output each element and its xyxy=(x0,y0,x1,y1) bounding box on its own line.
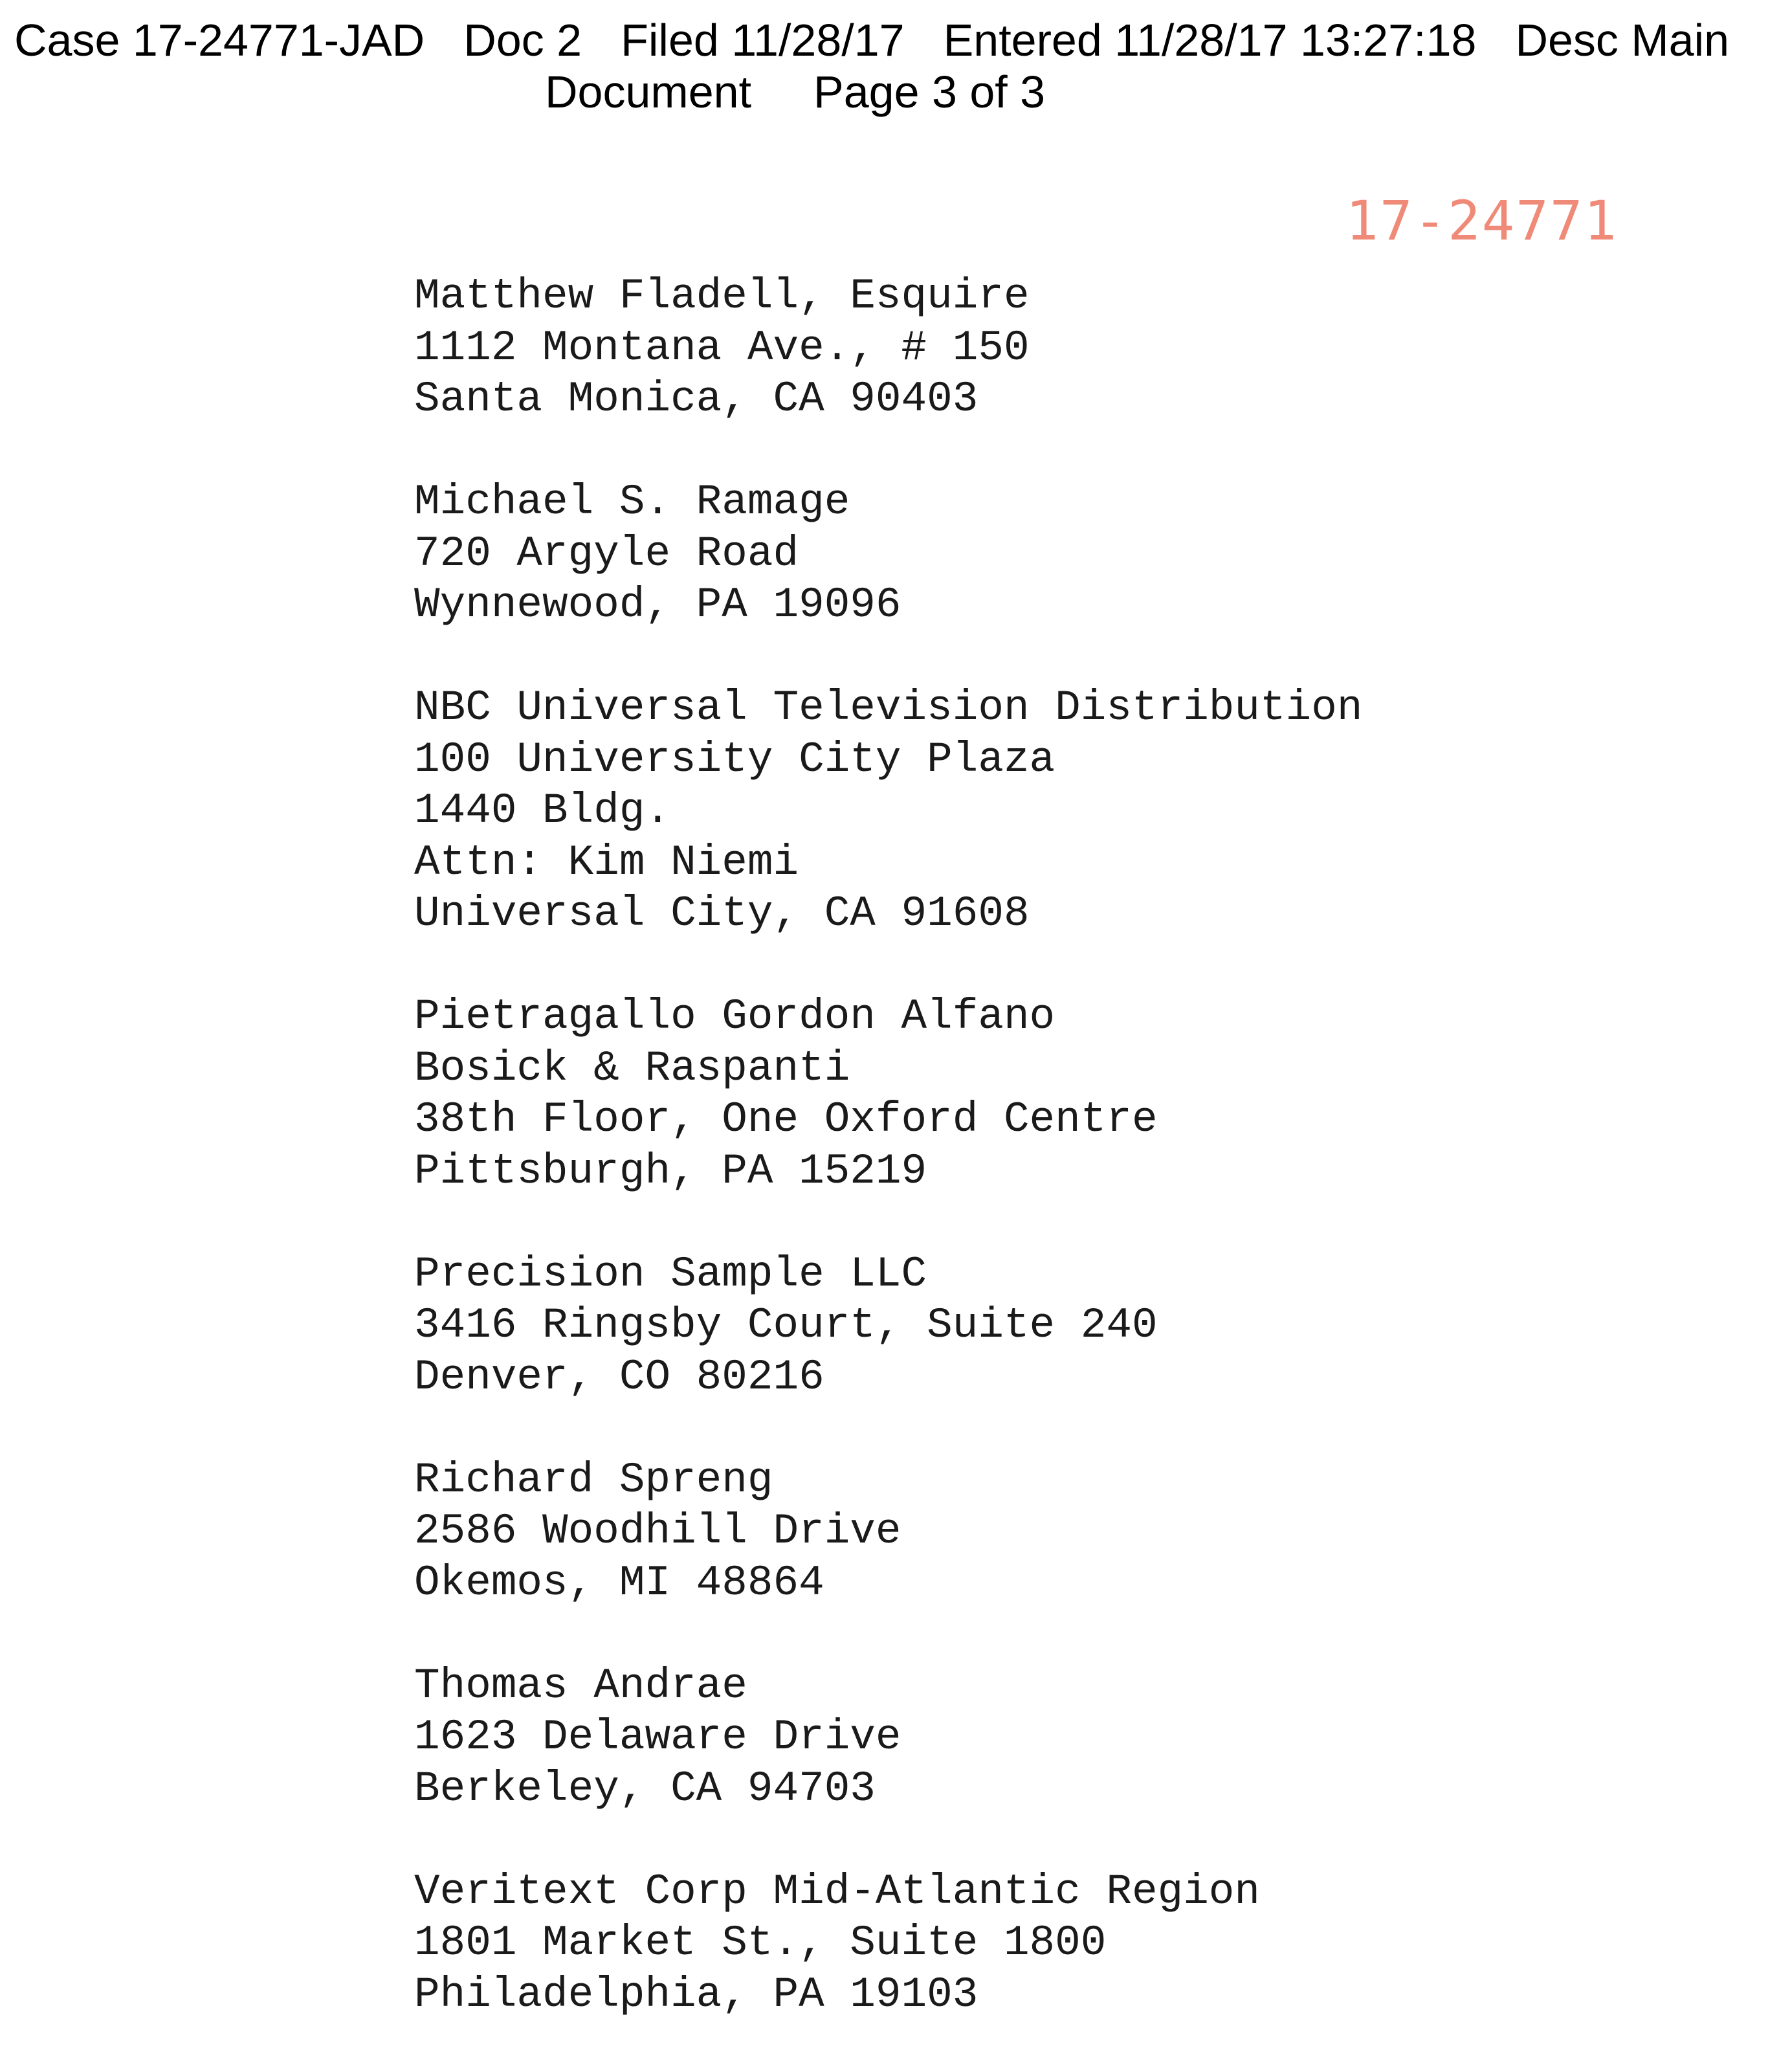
address-line: 38th Floor, One Oxford Centre xyxy=(414,1095,1158,1144)
address-line: 1440 Bldg. xyxy=(414,786,671,835)
filed-date: Filed 11/28/17 xyxy=(621,15,905,65)
address-block xyxy=(414,1866,1362,2021)
header-line-2 xyxy=(545,66,1107,118)
address-line: 1801 Market St., Suite 1800 xyxy=(414,1919,1107,1967)
case-number: Case 17-24771-JAD xyxy=(14,15,425,65)
address-line: Universal City, CA 91608 xyxy=(414,889,1030,938)
document-label: Document xyxy=(545,67,752,117)
address-line: Bosick & Raspanti xyxy=(414,1043,850,1093)
address-line: 100 University City Plaza xyxy=(414,735,1055,784)
address-line: Pietragallo Gordon Alfano xyxy=(414,992,1055,1041)
desc-main: Desc Main xyxy=(1515,15,1730,65)
address-line: Matthew Fladell, Esquire xyxy=(414,272,1030,320)
address-block xyxy=(414,1454,1362,1609)
address-line: Philadelphia, PA 19103 xyxy=(414,1970,978,2019)
address-block xyxy=(414,476,1362,631)
address-block xyxy=(414,991,1362,1197)
address-line: 2586 Woodhill Drive xyxy=(414,1507,901,1555)
address-block xyxy=(414,271,1362,425)
address-line: Veritext Corp Mid-Atlantic Region xyxy=(414,1867,1261,1916)
address-line: Santa Monica, CA 90403 xyxy=(414,375,978,423)
address-line: 720 Argyle Road xyxy=(414,529,799,578)
doc-number: Doc 2 xyxy=(463,15,582,65)
address-line: Okemos, MI 48864 xyxy=(414,1558,824,1607)
address-line: 1112 Montana Ave., # 150 xyxy=(414,323,1030,372)
address-block xyxy=(414,1249,1362,1403)
address-block xyxy=(414,1660,1362,1815)
address-list xyxy=(414,271,1362,2072)
address-line: Michael S. Ramage xyxy=(414,478,850,526)
address-line: Pittsburgh, PA 15219 xyxy=(414,1146,927,1196)
address-line: NBC Universal Television Distribution xyxy=(414,684,1363,732)
page-indicator: Page 3 of 3 xyxy=(813,67,1046,117)
address-line: Berkeley, CA 94703 xyxy=(414,1764,876,1813)
case-stamp: 17-24771 xyxy=(1345,189,1618,252)
address-line: Precision Sample LLC xyxy=(414,1249,927,1298)
address-line: Thomas Andrae xyxy=(414,1661,747,1710)
entered-date: Entered 11/28/17 13:27:18 xyxy=(943,15,1477,65)
address-line: Attn: Kim Niemi xyxy=(414,838,799,887)
address-line: Wynnewood, PA 19096 xyxy=(414,581,901,629)
address-line: Denver, CO 80216 xyxy=(414,1352,824,1401)
address-line: 1623 Delaware Drive xyxy=(414,1713,901,1761)
address-block xyxy=(414,682,1362,940)
address-line: Richard Spreng xyxy=(414,1455,773,1504)
header-line-1 xyxy=(14,14,1768,66)
address-line: 3416 Ringsby Court, Suite 240 xyxy=(414,1301,1158,1350)
